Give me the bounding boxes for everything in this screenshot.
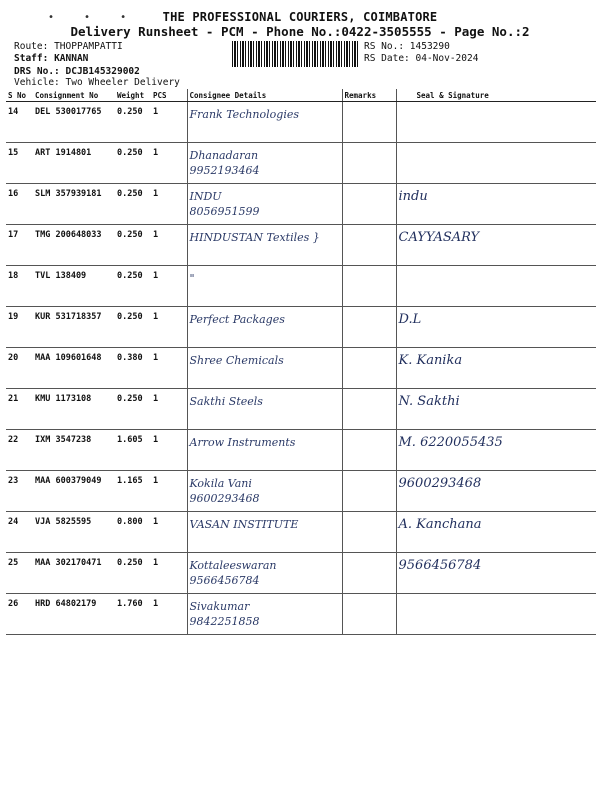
signature-cell (396, 225, 596, 266)
remarks-cell (342, 184, 396, 225)
signature-cell (396, 102, 596, 143)
weight-cell: 0.250 (115, 266, 151, 307)
rs-date-line (364, 53, 478, 64)
table-row (6, 348, 596, 389)
consignee-cell (187, 184, 342, 225)
vehicle-label: Vehicle: (14, 77, 60, 88)
weight-cell: 0.250 (115, 307, 151, 348)
consignee-cell (187, 348, 342, 389)
pcs-cell: 1 (151, 307, 187, 348)
consignee-line-1: INDU (189, 190, 222, 203)
sno-cell: 19 (6, 307, 33, 348)
consignment-cell: MAA 600379049 (33, 471, 115, 512)
pcs-cell: 1 (151, 143, 187, 184)
consignee-line-1: Dhanadaran (189, 149, 259, 162)
rs-no-line (364, 41, 450, 52)
sno-cell: 15 (6, 143, 33, 184)
remarks-cell (342, 307, 396, 348)
signature-cell (396, 430, 596, 471)
consignment-cell: TVL 138409 (33, 266, 115, 307)
weight-cell: 0.250 (115, 143, 151, 184)
sno-cell: 16 (6, 184, 33, 225)
sno-cell: 25 (6, 553, 33, 594)
runsheet-table (6, 89, 596, 635)
consignee-cell (187, 389, 342, 430)
signature-text: 9600293468 (398, 476, 482, 491)
table-row (6, 307, 596, 348)
sno-cell: 21 (6, 389, 33, 430)
signature-cell (396, 594, 596, 635)
staff-label: Staff: (14, 53, 49, 64)
company-title: THE PROFESSIONAL COURIERS, COIMBATORE (162, 10, 438, 24)
weight-cell: 0.800 (115, 512, 151, 553)
sno-cell: 22 (6, 430, 33, 471)
table-row (6, 430, 596, 471)
weight-cell: 1.760 (115, 594, 151, 635)
signature-cell (396, 512, 596, 553)
col-sno: S No (6, 89, 33, 102)
pcs-cell: 1 (151, 102, 187, 143)
pcs-cell: 1 (151, 389, 187, 430)
weight-cell: 0.250 (115, 225, 151, 266)
consignee-cell (187, 102, 342, 143)
signature-text: K. Kanika (398, 353, 463, 368)
consignee-line-2: HINDUSTAN Textiles } (189, 231, 320, 244)
table-row (6, 184, 596, 225)
pcs-cell: 1 (151, 348, 187, 389)
remarks-cell (342, 471, 396, 512)
consignee-cell (187, 512, 342, 553)
consignment-cell: KUR 531718357 (33, 307, 115, 348)
signature-cell (396, 143, 596, 184)
consignment-cell: SLM 357939181 (33, 184, 115, 225)
vehicle-value: Two Wheeler Delivery (65, 77, 180, 88)
table-row (6, 143, 596, 184)
signature-text: CAYYASARY (398, 230, 480, 245)
vehicle-line (14, 77, 180, 88)
consignee-cell (187, 430, 342, 471)
consignee-line-2: Shree Chemicals (189, 354, 284, 367)
weight-cell: 1.165 (115, 471, 151, 512)
weight-cell: 1.605 (115, 430, 151, 471)
sno-cell: 20 (6, 348, 33, 389)
signature-cell (396, 307, 596, 348)
drs-line (14, 66, 140, 77)
consignee-line-2: 9952193464 (189, 164, 260, 177)
consignment-cell: MAA 302170471 (33, 553, 115, 594)
signature-cell (396, 348, 596, 389)
sno-cell: 24 (6, 512, 33, 553)
staff-line (14, 53, 88, 64)
table-row (6, 594, 596, 635)
signature-text: M. 6220055435 (398, 435, 503, 450)
rs-date-value: 04-Nov-2024 (415, 53, 479, 64)
consignee-line-2: Arrow Instruments (189, 436, 296, 449)
consignee-cell (187, 471, 342, 512)
table-row (6, 553, 596, 594)
remarks-cell (342, 266, 396, 307)
consignee-line-2: 9566456784 (189, 574, 260, 587)
weight-cell: 0.250 (115, 553, 151, 594)
consignee-line-1: Kottaleeswaran (189, 559, 277, 572)
weight-cell: 0.250 (115, 389, 151, 430)
rs-no-value: 1453290 (409, 41, 450, 52)
rs-no-label: RS No.: (364, 41, 405, 52)
remarks-cell (342, 143, 396, 184)
consignment-cell: MAA 109601648 (33, 348, 115, 389)
signature-cell (396, 266, 596, 307)
remarks-cell (342, 348, 396, 389)
barcode-image (232, 41, 358, 67)
weight-cell: 0.250 (115, 184, 151, 225)
route-line (14, 41, 123, 52)
signature-text: indu (398, 189, 428, 204)
consignee-cell (187, 553, 342, 594)
sno-cell: 14 (6, 102, 33, 143)
pcs-cell: 1 (151, 471, 187, 512)
consignment-cell: VJA 5825595 (33, 512, 115, 553)
weight-cell: 0.250 (115, 102, 151, 143)
consignment-cell: ART 1914801 (33, 143, 115, 184)
remarks-cell (342, 102, 396, 143)
consignment-cell: DEL 530017765 (33, 102, 115, 143)
sno-cell: 18 (6, 266, 33, 307)
signature-text: D.L (398, 312, 422, 327)
consignee-line-1: Frank Technologies (189, 108, 299, 121)
pcs-cell: 1 (151, 430, 187, 471)
signature-cell (396, 389, 596, 430)
signature-cell (396, 471, 596, 512)
consignee-cell (187, 266, 342, 307)
runsheet-subtitle: Delivery Runsheet - PCM - Phone No.:0422-3505555 - Page No.:2 (70, 24, 530, 39)
consignment-cell: IXM 3547238 (33, 430, 115, 471)
pcs-cell: 1 (151, 184, 187, 225)
col-pcs: PCS (151, 89, 187, 102)
signature-text: N. Sakthi (398, 394, 460, 409)
staff-value: KANNAN (54, 53, 89, 64)
remarks-cell (342, 553, 396, 594)
signature-text: 9566456784 (398, 558, 482, 573)
table-row (6, 389, 596, 430)
rs-date-label: RS Date: (364, 53, 410, 64)
consignee-line-2: Perfect Packages (189, 313, 285, 326)
route-value: THOPPAMPATTI (54, 41, 123, 52)
consignee-cell (187, 307, 342, 348)
signature-text: A. Kanchana (398, 517, 482, 532)
sno-cell: 26 (6, 594, 33, 635)
pcs-cell: 1 (151, 553, 187, 594)
remarks-cell (342, 389, 396, 430)
remarks-cell (342, 512, 396, 553)
table-row (6, 102, 596, 143)
remarks-cell (342, 430, 396, 471)
signature-cell (396, 553, 596, 594)
table-row (6, 266, 596, 307)
route-label: Route: (14, 41, 49, 52)
consignment-cell: HRD 64802179 (33, 594, 115, 635)
sno-cell: 17 (6, 225, 33, 266)
remarks-cell (342, 225, 396, 266)
consignee-cell (187, 225, 342, 266)
col-consignee: Consignee Details (187, 89, 342, 102)
pcs-cell: 1 (151, 266, 187, 307)
consignee-line-1: Sivakumar (189, 600, 250, 613)
consignee-line-2: Sakthi Steels (189, 395, 263, 408)
weight-cell: 0.380 (115, 348, 151, 389)
pcs-cell: 1 (151, 594, 187, 635)
col-weight: Weight (115, 89, 151, 102)
corner-marks: • • • (48, 12, 139, 23)
col-consignment: Consignment No (33, 89, 115, 102)
drs-value: DCJB145329002 (65, 66, 140, 77)
drs-label: DRS No.: (14, 66, 60, 77)
signature-cell (396, 184, 596, 225)
pcs-cell: 1 (151, 225, 187, 266)
sno-cell: 23 (6, 471, 33, 512)
col-signature: Seal & Signature (396, 89, 596, 102)
consignee-line-2: VASAN INSTITUTE (189, 518, 299, 531)
pcs-cell: 1 (151, 512, 187, 553)
consignee-cell (187, 594, 342, 635)
consignee-line-1: Kokila Vani (189, 477, 252, 490)
table-row (6, 512, 596, 553)
consignment-cell: TMG 200648033 (33, 225, 115, 266)
consignee-line-2: 8056951599 (189, 205, 260, 218)
consignee-line-2: 9600293468 (189, 492, 260, 505)
consignee-cell (187, 143, 342, 184)
col-remarks: Remarks (342, 89, 396, 102)
consignment-cell: KMU 1173108 (33, 389, 115, 430)
remarks-cell (342, 594, 396, 635)
table-row (6, 471, 596, 512)
table-header-row (6, 89, 596, 102)
consignee-line-1: " (189, 272, 195, 285)
consignee-line-2: 9842251858 (189, 615, 260, 628)
table-row (6, 225, 596, 266)
